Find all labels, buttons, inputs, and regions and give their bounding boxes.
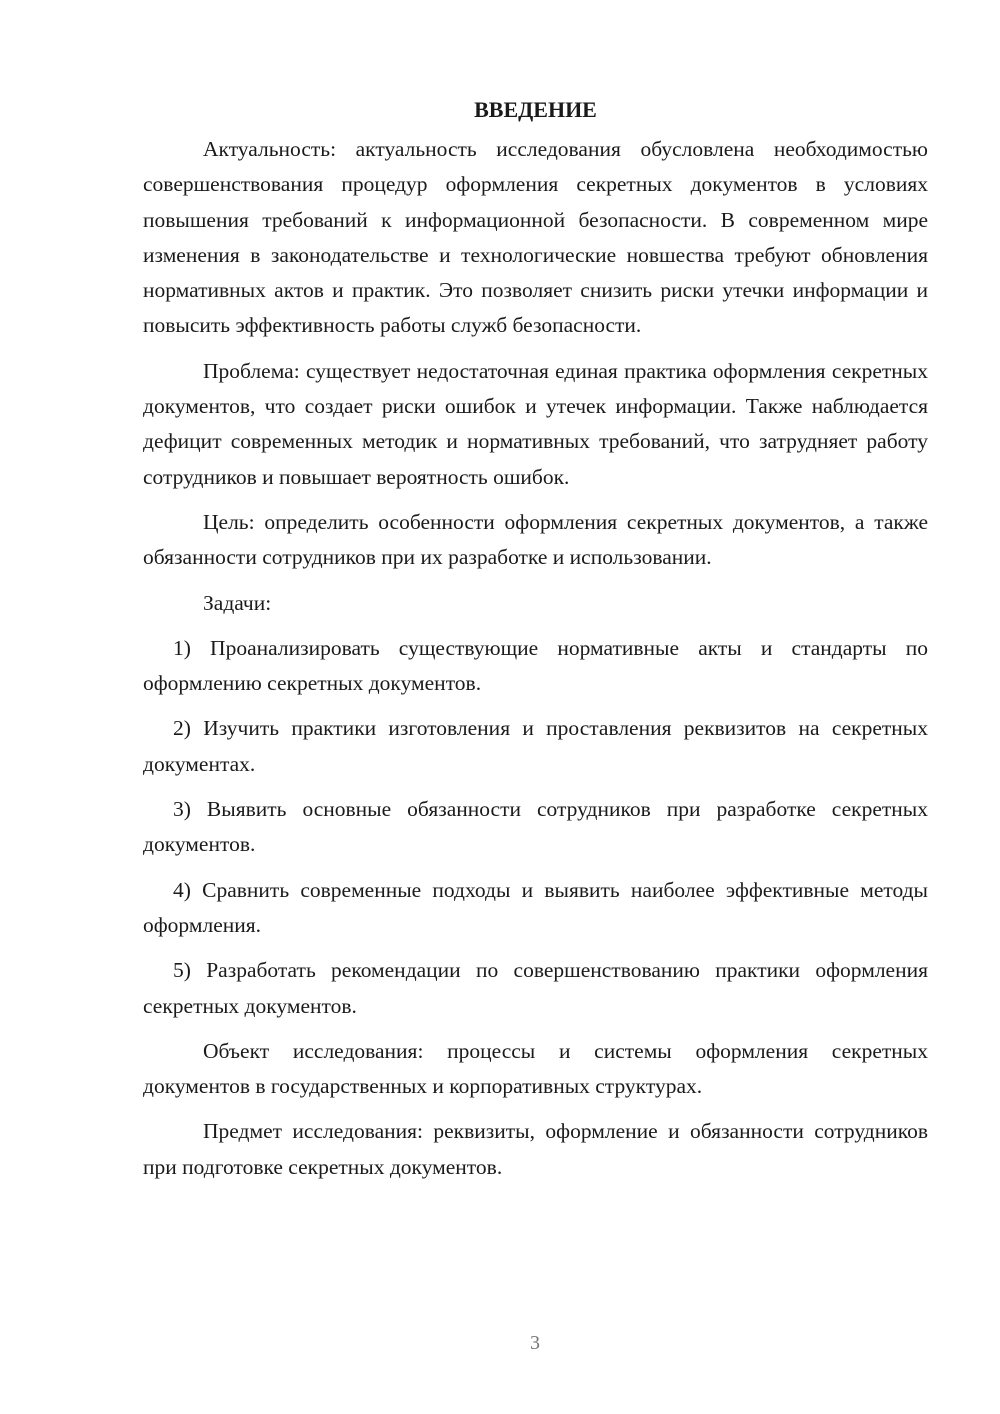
task-item-2: 2) Изучить практики изготовления и проставления реквизитов на секретных документах. (143, 716, 928, 776)
tasks-heading: Задачи: (203, 590, 272, 615)
paragraph-object: Объект исследования: процессы и системы оформления секретных документов в государственных и корпоративных структурах. (143, 1038, 928, 1099)
paragraph-subject: Предмет исследования: реквизиты, оформление и обязанности сотрудников при подготовке секретных документов. (143, 1119, 928, 1179)
paragraph-relevance: Актуальность: актуальность исследования обусловлена необходимостью совершенствования процедур оформления секретных документов в условиях повышения требований к информационной безопасности. В современном мире изменения в законодательстве и технологические новшества требуют обновления нормативных актов и практик. Это позволяет снизить риски утечки информации и повысить эффективность работы служб безопасности. (143, 137, 928, 338)
paragraph-goal: Цель: определить особенности оформления секретных документов, а также обязанности сотрудников при их разработке и использовании. (143, 509, 928, 570)
task-item-1: 1) Проанализировать существующие нормативные акты и стандарты по оформлению секретных документов. (143, 635, 928, 696)
page-number: 3 (530, 1332, 540, 1354)
page-content (143, 90, 928, 1195)
task-item-4: 4) Сравнить современные подходы и выявить наиболее эффективные методы оформления. (143, 877, 928, 937)
section-title: ВВЕДЕНИЕ (474, 97, 597, 122)
task-item-3: 3) Выявить основные обязанности сотрудников при разработке секретных документов. (143, 797, 928, 857)
paragraph-problem: Проблема: существует недостаточная единая практика оформления секретных документов, что создает риски ошибок и утечек информации. Также наблюдается дефицит современных методик и нормативных требований, что затрудняет работу сотрудников и повышает вероятность ошибок. (143, 358, 928, 489)
task-item-5: 5) Разработать рекомендации по совершенствованию практики оформления секретных документов. (143, 958, 928, 1018)
